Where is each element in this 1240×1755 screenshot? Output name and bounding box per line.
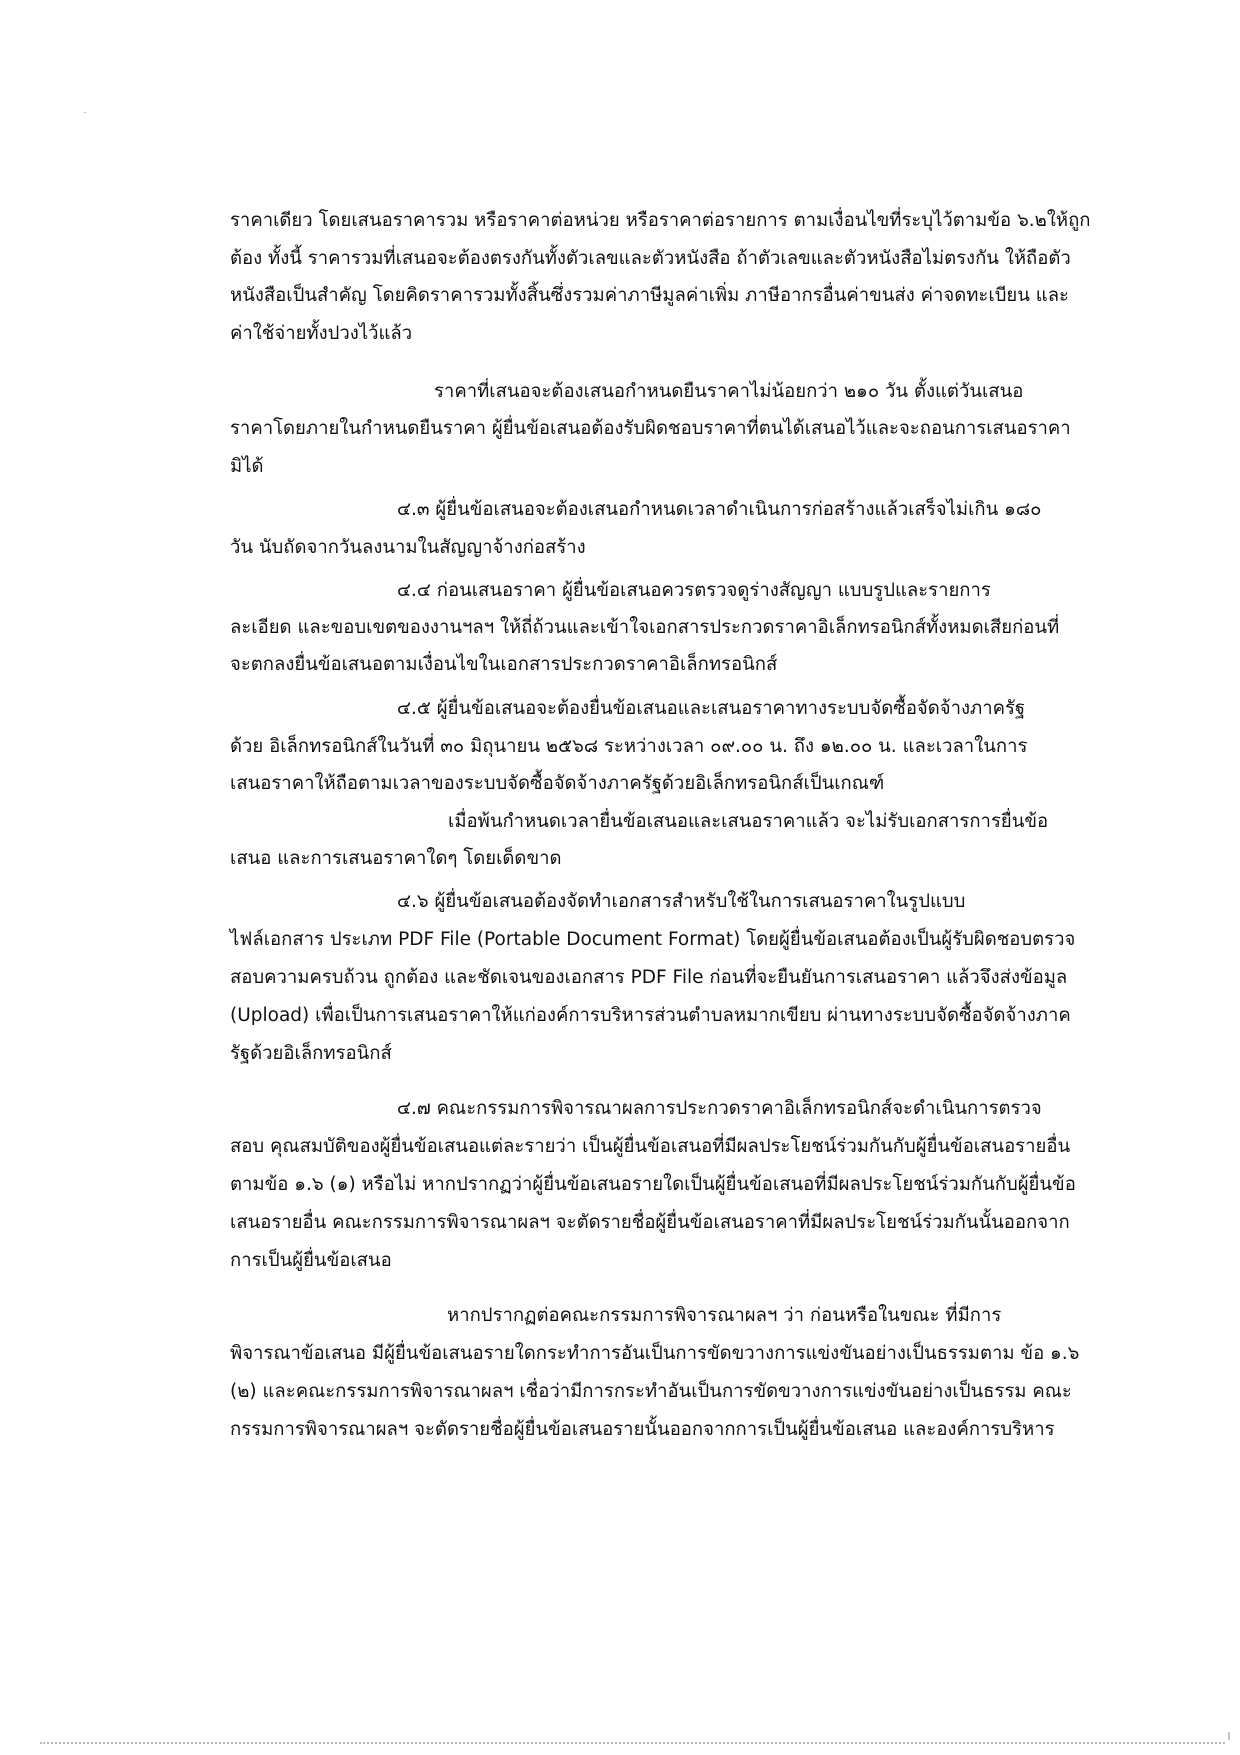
body-line: (๒) และคณะกรรมการพิจารณาผลฯ เชื่อว่ามีการกระทำอันเป็นการขัดขวางการแข่งขันอย่างเป็นธรรม คณะ (230, 1381, 1072, 1402)
section-line: ๔.๓ ผู้ยื่นข้อเสนอจะต้องเสนอกำหนดเวลาดำเนินการก่อสร้างแล้วเสร็จไม่เกิน ๑๘๐ (397, 499, 1042, 520)
scan-bottom-edge (40, 1742, 1225, 1744)
body-line: ค่าใช้จ่ายทั้งปวงไว้แล้ว (230, 323, 413, 344)
section-line: ๔.๔ ก่อนเสนอราคา ผู้ยื่นข้อเสนอควรตรวจดูร่างสัญญา แบบรูปและรายการ (397, 580, 991, 601)
body-line: (Upload) เพื่อเป็นการเสนอราคาให้แก่องค์การบริหารส่วนตำบลหมากเขียบ ผ่านทางระบบจัดซื้อจัดจ้างภาค (230, 1005, 1071, 1026)
body-line: สอบ คุณสมบัติของผู้ยื่นข้อเสนอแต่ละรายว่า เป็นผู้ยื่นข้อเสนอที่มีผลประโยชน์ร่วมกันกับผู้ยื่นข้อเสนอรายอื่น (230, 1136, 1071, 1157)
body-line: เสนอ และการเสนอราคาใดๆ โดยเด็ดขาด (230, 848, 562, 869)
body-line: ละเอียด และขอบเขตของงานฯลฯ ให้ถี่ถ้วนและเข้าใจเอกสารประกวดราคาอิเล็กทรอนิกส์ทั้งหมดเสียก่อนที่ (230, 617, 1060, 638)
body-line: เสนอรายอื่น คณะกรรมการพิจารณาผลฯ จะตัดรายชื่อผู้ยื่นข้อเสนอราคาที่มีผลประโยชน์ร่วมกันนั้นออกจาก (230, 1212, 1070, 1233)
body-line: ตามข้อ ๑.๖ (๑) หรือไม่ หากปรากฏว่าผู้ยื่นข้อเสนอรายใดเป็นผู้ยื่นข้อเสนอที่มีผลประโยชน์ร่วมกันกับผู้ยื่นข้อ (230, 1174, 1076, 1195)
body-line: สอบความครบถ้วน ถูกต้อง และชัดเจนของเอกสาร PDF File ก่อนที่จะยืนยันการเสนอราคา แล้วจึงส่งข้อมูล (230, 967, 1068, 988)
body-line: วัน นับถัดจากวันลงนามในสัญญาจ้างก่อสร้าง (230, 537, 586, 558)
body-line: เสนอราคาให้ถือตามเวลาของระบบจัดซื้อจัดจ้างภาครัฐด้วยอิเล็กทรอนิกส์เป็นเกณฑ์ (230, 773, 885, 794)
body-line: ราคาโดยภายในกำหนดยืนราคา ผู้ยื่นข้อเสนอต้องรับผิดชอบราคาที่ตนได้เสนอไว้และจะถอนการเสนอราคา (230, 418, 1071, 439)
body-line: พิจารณาข้อเสนอ มีผู้ยื่นข้อเสนอรายใดกระทำการอันเป็นการขัดขวางการแข่งขันอย่างเป็นธรรมตาม ข้อ ๑.๖ (230, 1343, 1080, 1364)
body-line: เมื่อพ้นกำหนดเวลายื่นข้อเสนอและเสนอราคาแล้ว จะไม่รับเอกสารการยื่นข้อ (448, 811, 1049, 832)
body-line: ด้วย อิเล็กทรอนิกส์ในวันที่ ๓๐ มิถุนายน ๒๕๖๘ ระหว่างเวลา ๐๙.๐๐ น. ถึง ๑๒.๐๐ น. และเวลาในการ (230, 736, 1028, 757)
section-line: ๔.๖ ผู้ยื่นข้อเสนอต้องจัดทำเอกสารสำหรับใช้ในการเสนอราคาในรูปแบบ (397, 891, 966, 912)
body-line: ต้อง ทั้งนี้ ราคารวมที่เสนอจะต้องตรงกันทั้งตัวเลขและตัวหนังสือ ถ้าตัวเลขและตัวหนังสือไม่ตรงกัน ให้ถือตัว (230, 248, 1071, 269)
body-line: ไฟล์เอกสาร ประเภท PDF File (Portable Document Format) โดยผู้ยื่นข้อเสนอต้องเป็นผู้รับผิดชอบตรวจ (230, 929, 1076, 950)
body-line: กรรมการพิจารณาผลฯ จะตัดรายชื่อผู้ยื่นข้อเสนอรายนั้นออกจากการเป็นผู้ยื่นข้อเสนอ และองค์การบริหาร (230, 1419, 1055, 1440)
scan-edge-mark (1228, 1732, 1230, 1740)
scan-speck (84, 112, 86, 113)
body-line: จะตกลงยื่นข้อเสนอตามเงื่อนไขในเอกสารประกวดราคาอิเล็กทรอนิกส์ (230, 654, 778, 675)
body-line: ราคาที่เสนอจะต้องเสนอกำหนดยืนราคาไม่น้อยกว่า ๒๑๐ วัน ตั้งแต่วันเสนอ (434, 381, 1024, 402)
body-line: รัฐด้วยอิเล็กทรอนิกส์ (230, 1043, 392, 1064)
section-line: ๔.๗ คณะกรรมการพิจารณาผลการประกวดราคาอิเล็กทรอนิกส์จะดำเนินการตรวจ (397, 1098, 1042, 1119)
body-line: มิได้ (230, 456, 264, 477)
body-line: ราคาเดียว โดยเสนอราคารวม หรือราคาต่อหน่วย หรือราคาต่อรายการ ตามเงื่อนไขที่ระบุไว้ตามข้อ ๖.๒ให้ถูก (230, 210, 1091, 231)
body-line: หากปรากฏต่อคณะกรรมการพิจารณาผลฯ ว่า ก่อนหรือในขณะ ที่มีการ (447, 1305, 1002, 1326)
body-line: การเป็นผู้ยื่นข้อเสนอ (230, 1250, 392, 1271)
section-line: ๔.๕ ผู้ยื่นข้อเสนอจะต้องยื่นข้อเสนอและเสนอราคาทางระบบจัดซื้อจัดจ้างภาครัฐ (397, 698, 1026, 719)
body-line: หนังสือเป็นสำคัญ โดยคิดราคารวมทั้งสิ้นซึ่งรวมค่าภาษีมูลค่าเพิ่ม ภาษีอากรอื่นค่าขนส่ง ค่าจดทะเบียน และ (230, 285, 1069, 306)
